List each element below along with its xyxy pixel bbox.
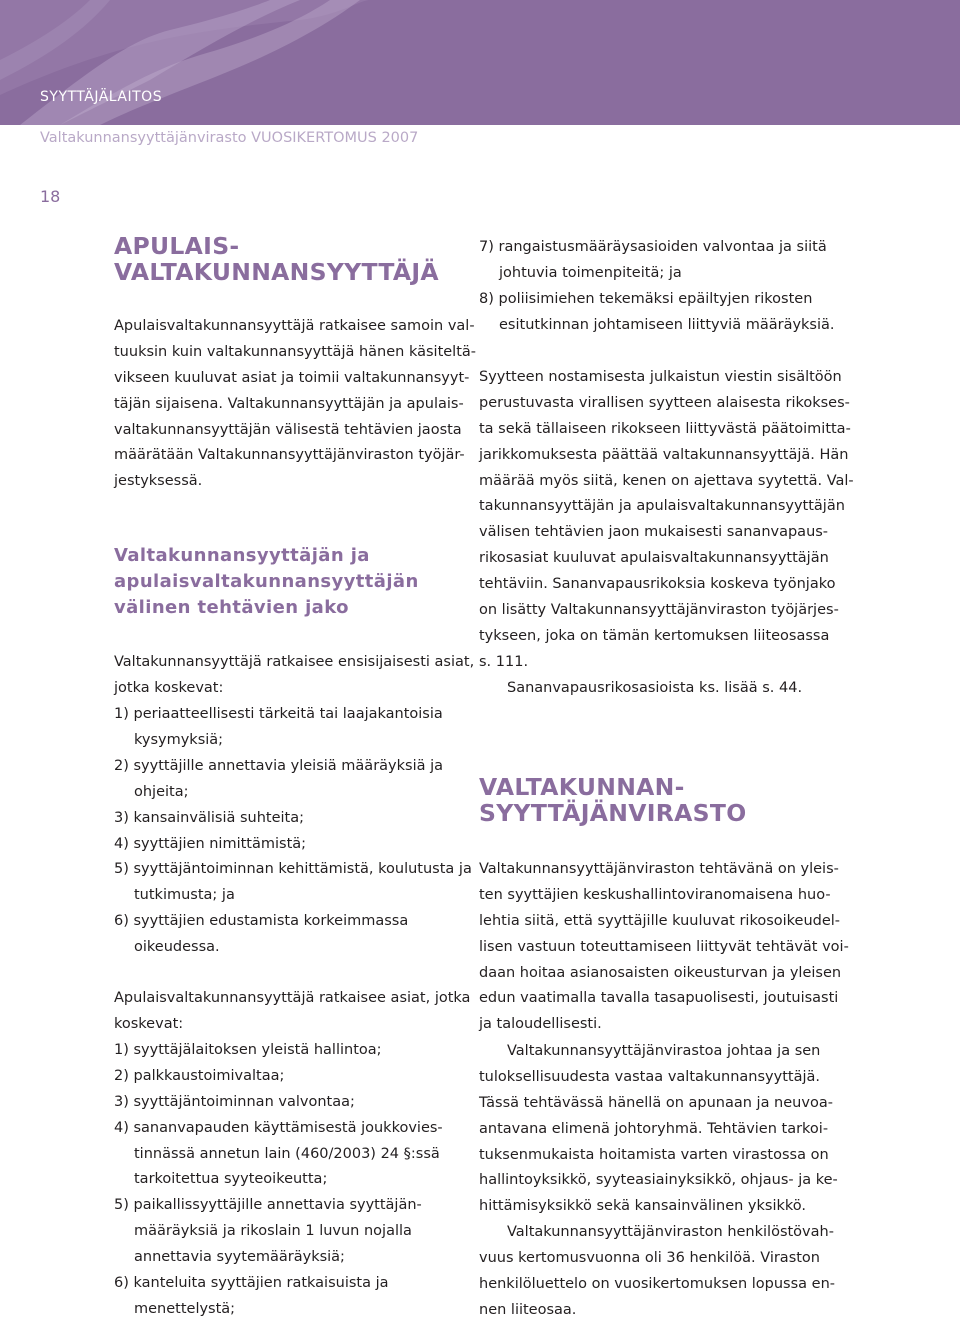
text-line: lisen vastuun toteuttamiseen liittyvät tehtävät voi- xyxy=(479,938,849,955)
list-item-line: 2) palkkaustoimivaltaa; xyxy=(114,1067,285,1084)
title-apulais xyxy=(114,233,439,285)
text-line: on lisätty Valtakunnansyyttäjänviraston työjärjes- xyxy=(479,602,839,619)
list-item xyxy=(114,1271,389,1323)
list-item xyxy=(114,857,472,909)
list-item-line: ohjeita; xyxy=(134,783,189,800)
press-freedom-paragraph xyxy=(479,365,854,676)
office-staff-paragraph xyxy=(479,1220,836,1324)
text-line: antavana elimenä johtoryhmä. Tehtävien tarkoi- xyxy=(479,1120,829,1137)
text-line: hittämisyksikkö sekä kansainvälinen yksikkö. xyxy=(479,1198,806,1215)
text-line: vuus kertomusvuonna oli 36 henkilöä. Viraston xyxy=(479,1249,820,1266)
text-line: määrätään Valtakunnansyyttäjänviraston työjär- xyxy=(114,447,465,464)
list-item-line: 4) syyttäjien nimittämistä; xyxy=(114,835,307,852)
list-item-line: 3) syyttäjäntoiminnan valvontaa; xyxy=(114,1093,355,1110)
text-line: henkilöluettelo on vuosikertomuksen lopussa en- xyxy=(479,1275,836,1292)
title-line: VALTAKUNNAN- xyxy=(479,773,685,801)
text-line: Valtakunnansyyttäjä ratkaisee ensisijaisesti asiat, xyxy=(114,654,475,670)
list-item-line: määräyksiä ja rikoslain 1 luvun nojalla xyxy=(134,1223,412,1240)
list-item-line: 7) rangaistusmääräysasioiden valvontaa ja siitä xyxy=(479,239,827,255)
text-line: ja taloudellisesti. xyxy=(479,1016,602,1033)
text-line: koskevat: xyxy=(114,1015,184,1032)
text-line: täjän sijaisena. Valtakunnansyyttäjän ja apulais- xyxy=(114,395,464,412)
list-item-line: 1) syyttäjälaitoksen yleistä hallintoa; xyxy=(114,1042,382,1058)
list-item xyxy=(114,832,306,858)
text-line: rikosasiat kuuluvat apulaisvaltakunnansyyttäjän xyxy=(479,550,829,567)
list-item-line: 2) syyttäjille annettavia yleisiä määräyksiä ja xyxy=(114,757,444,774)
office-management-paragraph xyxy=(479,1039,838,1220)
text-line: takunnansyyttäjän ja apulaisvaltakunnansyyttäjän xyxy=(479,498,845,515)
vks-intro-paragraph xyxy=(114,650,475,702)
list-item xyxy=(114,1090,355,1116)
list-item-line: johtuvia toimenpiteitä; ja xyxy=(499,264,682,281)
text-line: daan hoitaa asianosaisten oikeusturvan ja yleisen xyxy=(479,964,842,981)
text-line: tuloksellisuudesta vastaa valtakunnansyyttäjä. xyxy=(479,1068,820,1085)
text-line: Syytteen nostamisesta julkaistun viestin sisältöön xyxy=(479,369,842,385)
list-item xyxy=(114,1116,443,1194)
press-freedom-reference xyxy=(479,676,820,702)
text-line: määrää myös siitä, kenen on ajettava syytettä. Val- xyxy=(479,472,854,489)
banner-wave-decoration xyxy=(0,0,960,125)
text-line: jarikkomuksesta päättää valtakunnansyyttäjä. Hän xyxy=(479,446,849,463)
title-line: SYYTTÄJÄNVIRASTO xyxy=(479,798,747,827)
text-line: välinen tehtävien jako xyxy=(114,596,349,618)
list-item-line: 4) sananvapauden käyttämisestä joukkovies- xyxy=(114,1119,443,1136)
list-item-line: tutkimusta; ja xyxy=(134,887,235,904)
list-item-line: tinnässä annetun lain (460/2003) 24 §:ssä xyxy=(134,1145,440,1162)
list-item-line: 6) syyttäjien edustamista korkeimmassa xyxy=(114,913,409,930)
text-line: apulaisvaltakunnansyyttäjän xyxy=(114,570,419,592)
title-line: APULAIS- xyxy=(114,232,240,260)
reference-line: Sananvapausrikosasioista ks. lisää s. 44. xyxy=(507,680,803,696)
list-item-line: 8) poliisimiehen tekemäksi epäiltyjen rikosten xyxy=(479,290,813,307)
text-line: Valtakunnansyyttäjänvirastoa johtaa ja sen xyxy=(507,1043,821,1059)
list-item-line: oikeudessa. xyxy=(134,939,220,956)
document-subtitle: Valtakunnansyyttäjänvirasto VUOSIKERTOMUS 2007 xyxy=(40,130,419,146)
list-item-line: 5) paikallissyyttäjille annettavia syyttäjän- xyxy=(114,1197,422,1214)
text-line: tuksenmukaista hoitamista varten virastossa on xyxy=(479,1146,829,1163)
list-item xyxy=(114,1064,284,1090)
text-line: Valtakunnansyyttäjänviraston tehtävänä on yleis- xyxy=(479,861,839,877)
list-item xyxy=(479,235,827,287)
text-line: tehtäviin. Sananvapausrikoksia koskeva työnjako xyxy=(479,576,836,593)
text-line: Valtakunnansyyttäjän ja xyxy=(114,545,370,566)
text-line: Apulaisvaltakunnansyyttäjä ratkaisee samoin val- xyxy=(114,318,475,334)
list-item-line: 3) kansainvälisiä suhteita; xyxy=(114,809,304,826)
section-label: SYYTTÄJÄLAITOS xyxy=(40,89,163,105)
text-line: edun vaatimalla tavalla tasapuolisesti, joutuisasti xyxy=(479,990,839,1007)
text-line: jotka koskevat: xyxy=(114,679,224,696)
subheading-task-division xyxy=(114,543,419,621)
text-line: valtakunnansyyttäjän välisestä tehtävien jaosta xyxy=(114,421,462,438)
list-item xyxy=(114,806,304,832)
page-number: 18 xyxy=(40,187,61,206)
list-item xyxy=(114,1038,382,1064)
text-line: ten syyttäjien keskushallintoviranomaisena huo- xyxy=(479,886,831,903)
list-item xyxy=(114,754,443,806)
list-item xyxy=(114,909,408,961)
text-line: vikseen kuuluvat asiat ja toimii valtakunnansyyt- xyxy=(114,369,470,386)
list-item-line: annettavia syytemääräyksiä; xyxy=(134,1249,345,1266)
text-line: Tässä tehtävässä hänellä on apunaan ja neuvoa- xyxy=(479,1094,833,1111)
title-line: VALTAKUNNANSYYTTÄJÄ xyxy=(114,257,439,286)
list-item-line: 5) syyttäjäntoiminnan kehittämistä, koulutusta ja xyxy=(114,861,472,878)
text-line: Valtakunnansyyttäjänviraston henkilöstövah- xyxy=(507,1224,834,1240)
list-item-line: 6) kanteluita syyttäjien ratkaisuista ja xyxy=(114,1275,389,1292)
header-banner xyxy=(0,0,960,125)
list-item xyxy=(114,1193,422,1271)
text-line: tuuksin kuin valtakunnansyyttäjä hänen käsiteltä- xyxy=(114,343,477,360)
text-line: välisen tehtävien jaon mukaisesti sananvapaus- xyxy=(479,524,829,541)
avks-intro-paragraph xyxy=(114,986,471,1038)
list-item-line: menettelystä; xyxy=(134,1300,236,1317)
text-line: tykseen, joka on tämän kertomuksen liiteosassa xyxy=(479,627,830,644)
list-item-line: tarkoitettua syyteoikeutta; xyxy=(134,1171,328,1188)
text-line: lehtia siitä, että syyttäjille kuuluvat rikosoikeudel- xyxy=(479,912,841,929)
list-item-line: kysymyksiä; xyxy=(134,731,224,748)
text-line: ta sekä tällaiseen rikokseen liittyvästä päätoimitta- xyxy=(479,420,851,437)
text-line: jestyksessä. xyxy=(114,473,203,490)
text-line: hallintoyksikkö, syyteasiainyksikkö, ohjaus- ja ke- xyxy=(479,1172,838,1189)
list-item xyxy=(114,702,443,754)
list-item xyxy=(479,287,835,339)
list-item-line: esitutkinnan johtamiseen liittyviä määräyksiä. xyxy=(499,316,835,333)
text-line: perustuvasta virallisen syytteen alaisesta rikokses- xyxy=(479,394,850,411)
text-line: s. 111. xyxy=(479,653,529,670)
list-item-line: 1) periaatteellisesti tärkeitä tai laajakantoisia xyxy=(114,706,443,722)
office-task-paragraph xyxy=(479,857,849,1038)
text-line: Apulaisvaltakunnansyyttäjä ratkaisee asiat, jotka xyxy=(114,990,471,1006)
intro-paragraph xyxy=(114,314,477,495)
text-line: nen liiteosaa. xyxy=(479,1301,577,1318)
title-vksv xyxy=(479,774,746,826)
